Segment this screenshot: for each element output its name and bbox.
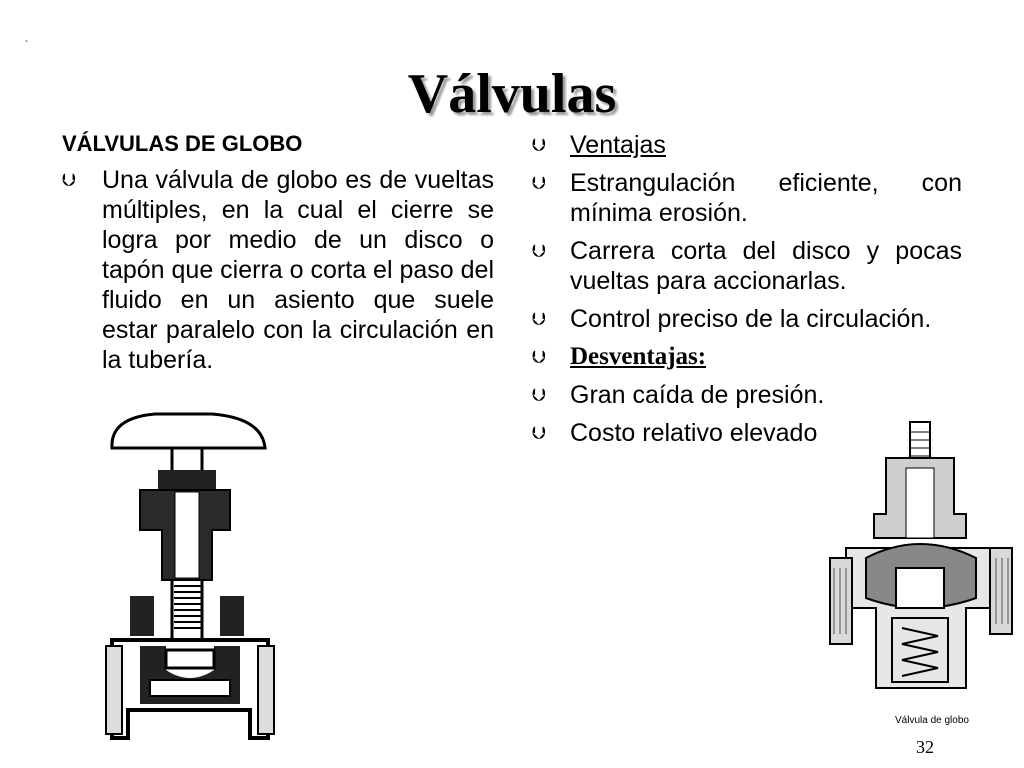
stray-mark: ` <box>25 40 29 51</box>
section-heading: VÁLVULAS DE GLOBO <box>62 131 303 156</box>
list-item <box>532 380 962 410</box>
disadvantages-heading: Desventajas: <box>570 343 707 370</box>
disadvantage-text: Costo relativo elevado <box>570 419 818 447</box>
check-arrow-icon: ⮋ <box>532 347 546 367</box>
check-arrow-icon: ⮋ <box>532 173 546 193</box>
right-column <box>532 130 962 456</box>
list-item <box>532 168 962 228</box>
check-arrow-icon: ⮋ <box>62 169 76 190</box>
check-arrow-icon: ⮋ <box>532 241 546 261</box>
globe-valve-illustration-right <box>826 418 1016 713</box>
list-item <box>532 342 962 372</box>
globe-valve-illustration-left <box>100 410 280 740</box>
disadvantage-text: Gran caída de presión. <box>570 381 825 409</box>
advantage-text: Estrangulación eficiente, con mínima erosión. <box>570 169 962 227</box>
description-text: Una válvula de globo es de vueltas múltiples, en la cual el cierre se logra por medio de un disco o tapón que cierra o corta el paso del fluido en un asiento que suele estar paralelo con la circulación en la tubería. <box>102 165 494 374</box>
check-arrow-icon: ⮋ <box>532 423 546 443</box>
list-item <box>532 304 962 334</box>
advantage-text: Carrera corta del disco y pocas vueltas para accionarlas. <box>570 237 962 295</box>
advantage-text: Control preciso de la circulación. <box>570 305 932 333</box>
list-item <box>532 130 962 160</box>
list-item <box>62 165 494 375</box>
left-column <box>62 130 494 383</box>
advantages-heading: Ventajas <box>570 131 666 159</box>
check-arrow-icon: ⮋ <box>532 309 546 329</box>
figure-caption: Válvula de globo <box>895 715 969 726</box>
page-number: 32 <box>916 737 934 757</box>
slide-title: Válvulas <box>407 63 617 125</box>
check-arrow-icon: ⮋ <box>532 385 546 405</box>
check-arrow-icon: ⮋ <box>532 135 546 155</box>
list-item <box>532 236 962 296</box>
